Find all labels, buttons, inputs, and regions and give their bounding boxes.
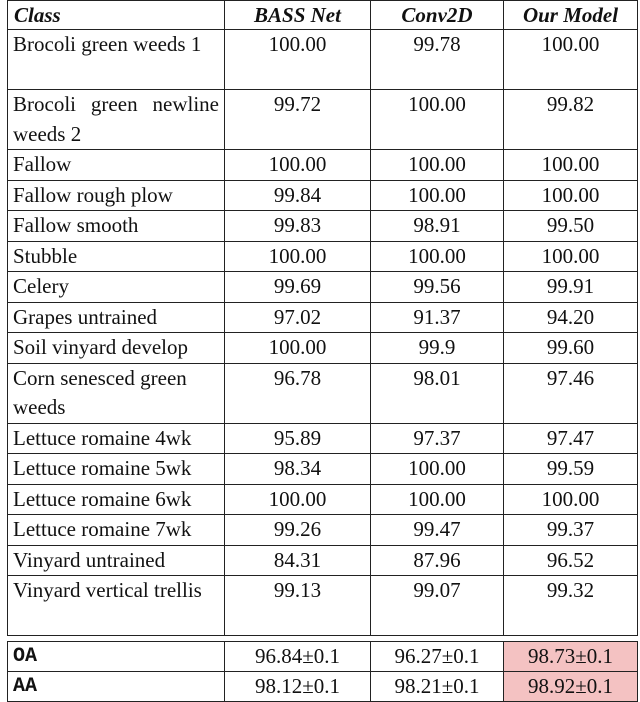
header-conv2d: Conv2D [371,1,504,30]
bass-net-cell: 99.72 [225,90,371,150]
conv2d-cell: 100.00 [371,454,504,485]
class-cell: Vinyard vertical trellis [8,576,225,636]
our-model-cell: 100.00 [504,484,638,515]
conv2d-cell: 100.00 [371,241,504,272]
our-model-cell: 96.52 [504,545,638,576]
header-row [8,1,638,30]
class-cell: Stubble [8,241,225,272]
our-model-cell: 99.32 [504,576,638,636]
bass-net-cell: 100.00 [225,150,371,181]
class-cell: Brocoli green newline weeds 2 [8,90,225,150]
our-model-cell: 100.00 [504,241,638,272]
our-model-cell: 99.60 [504,333,638,364]
our-model-cell: 99.59 [504,454,638,485]
bass-net-cell: 95.89 [225,423,371,454]
conv2d-cell: 100.00 [371,484,504,515]
our-model-cell: 98.73±0.1 [504,642,638,672]
class-cell: Soil vinyard develop [8,333,225,364]
header-bass-net: BASS Net [225,1,371,30]
summary-label-cell: AA [8,672,225,702]
bass-net-cell: 98.12±0.1 [225,672,371,702]
bass-net-cell: 99.13 [225,576,371,636]
our-model-cell: 97.47 [504,423,638,454]
table-row [8,484,638,515]
conv2d-cell: 96.27±0.1 [371,642,504,672]
class-cell: Grapes untrained [8,302,225,333]
header-our-model: Our Model [504,1,638,30]
class-cell: Fallow rough plow [8,180,225,211]
bass-net-cell: 99.69 [225,272,371,303]
bass-net-cell: 84.31 [225,545,371,576]
our-model-cell: 97.46 [504,363,638,423]
conv2d-cell: 98.91 [371,211,504,242]
class-cell: Lettuce romaine 6wk [8,484,225,515]
table-row [8,423,638,454]
table-row [8,150,638,181]
bass-net-cell: 98.34 [225,454,371,485]
bass-net-cell: 99.84 [225,180,371,211]
our-model-cell: 99.82 [504,90,638,150]
class-cell: Brocoli green weeds 1 [8,30,225,90]
table-body [8,30,638,702]
conv2d-cell: 98.01 [371,363,504,423]
class-cell: Fallow [8,150,225,181]
class-cell: Lettuce romaine 7wk [8,515,225,546]
conv2d-cell: 87.96 [371,545,504,576]
our-model-cell: 100.00 [504,150,638,181]
bass-net-cell: 99.26 [225,515,371,546]
summary-row [8,642,638,672]
conv2d-cell: 99.56 [371,272,504,303]
table-row [8,302,638,333]
table-row [8,454,638,485]
bass-net-cell: 100.00 [225,484,371,515]
table-row [8,515,638,546]
class-cell: Lettuce romaine 4wk [8,423,225,454]
our-model-cell: 98.92±0.1 [504,672,638,702]
results-table [7,0,638,702]
header-class: Class [8,1,225,30]
conv2d-cell: 99.9 [371,333,504,364]
class-cell: Fallow smooth [8,211,225,242]
table-row [8,30,638,90]
conv2d-cell: 97.37 [371,423,504,454]
class-cell: Lettuce romaine 5wk [8,454,225,485]
table-row [8,545,638,576]
conv2d-cell: 100.00 [371,180,504,211]
bass-net-cell: 96.78 [225,363,371,423]
our-model-cell: 100.00 [504,30,638,90]
bass-net-cell: 96.84±0.1 [225,642,371,672]
table-row [8,333,638,364]
table-row [8,211,638,242]
bass-net-cell: 99.83 [225,211,371,242]
our-model-cell: 99.50 [504,211,638,242]
conv2d-cell: 91.37 [371,302,504,333]
conv2d-cell: 100.00 [371,90,504,150]
our-model-cell: 99.37 [504,515,638,546]
conv2d-cell: 98.21±0.1 [371,672,504,702]
table-row [8,180,638,211]
table-row [8,272,638,303]
our-model-cell: 100.00 [504,180,638,211]
table-row [8,90,638,150]
our-model-cell: 94.20 [504,302,638,333]
conv2d-cell: 99.78 [371,30,504,90]
conv2d-cell: 100.00 [371,150,504,181]
bass-net-cell: 100.00 [225,333,371,364]
bass-net-cell: 97.02 [225,302,371,333]
class-cell: Vinyard untrained [8,545,225,576]
conv2d-cell: 99.07 [371,576,504,636]
our-model-cell: 99.91 [504,272,638,303]
conv2d-cell: 99.47 [371,515,504,546]
bass-net-cell: 100.00 [225,241,371,272]
bass-net-cell: 100.00 [225,30,371,90]
table-row [8,576,638,636]
table-row [8,241,638,272]
class-cell: Celery [8,272,225,303]
class-cell: Corn senesced green weeds [8,363,225,423]
table-row [8,363,638,423]
summary-label-cell: OA [8,642,225,672]
